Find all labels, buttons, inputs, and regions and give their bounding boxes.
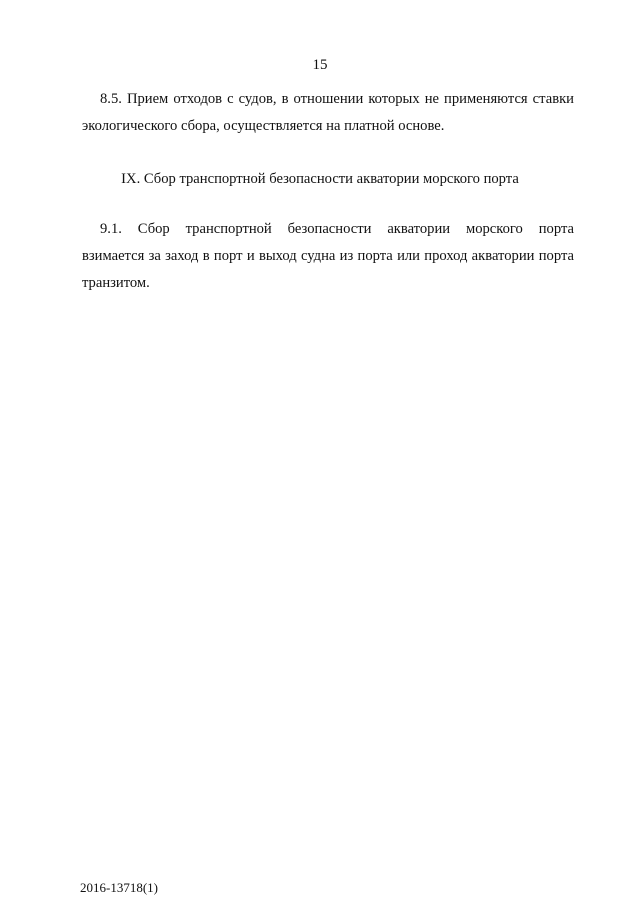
document-code: 2016-13718(1) bbox=[80, 880, 158, 895]
paragraph-9-1-line-2: взимается за заход в порт и выход судна из порта или проход акватории порта bbox=[82, 248, 574, 264]
paragraph-8-5-line-2: экологического сбора, осуществляется на платной основе. bbox=[82, 118, 445, 134]
paragraph-8-5 bbox=[82, 86, 574, 140]
paragraph-9-1 bbox=[82, 216, 574, 297]
paragraph-9-1-line-1: 9.1. Сбор транспортной безопасности акватории морского порта bbox=[100, 221, 574, 237]
paragraph-8-5-line-1: 8.5. Прием отходов с судов, в отношении которых не применяются ставки bbox=[100, 91, 574, 107]
paragraph-9-1-line-3: транзитом. bbox=[82, 275, 150, 291]
page-number: 15 bbox=[312, 57, 328, 73]
section-9-heading: IX. Сбор транспортной безопасности акватории морского порта bbox=[121, 171, 519, 187]
